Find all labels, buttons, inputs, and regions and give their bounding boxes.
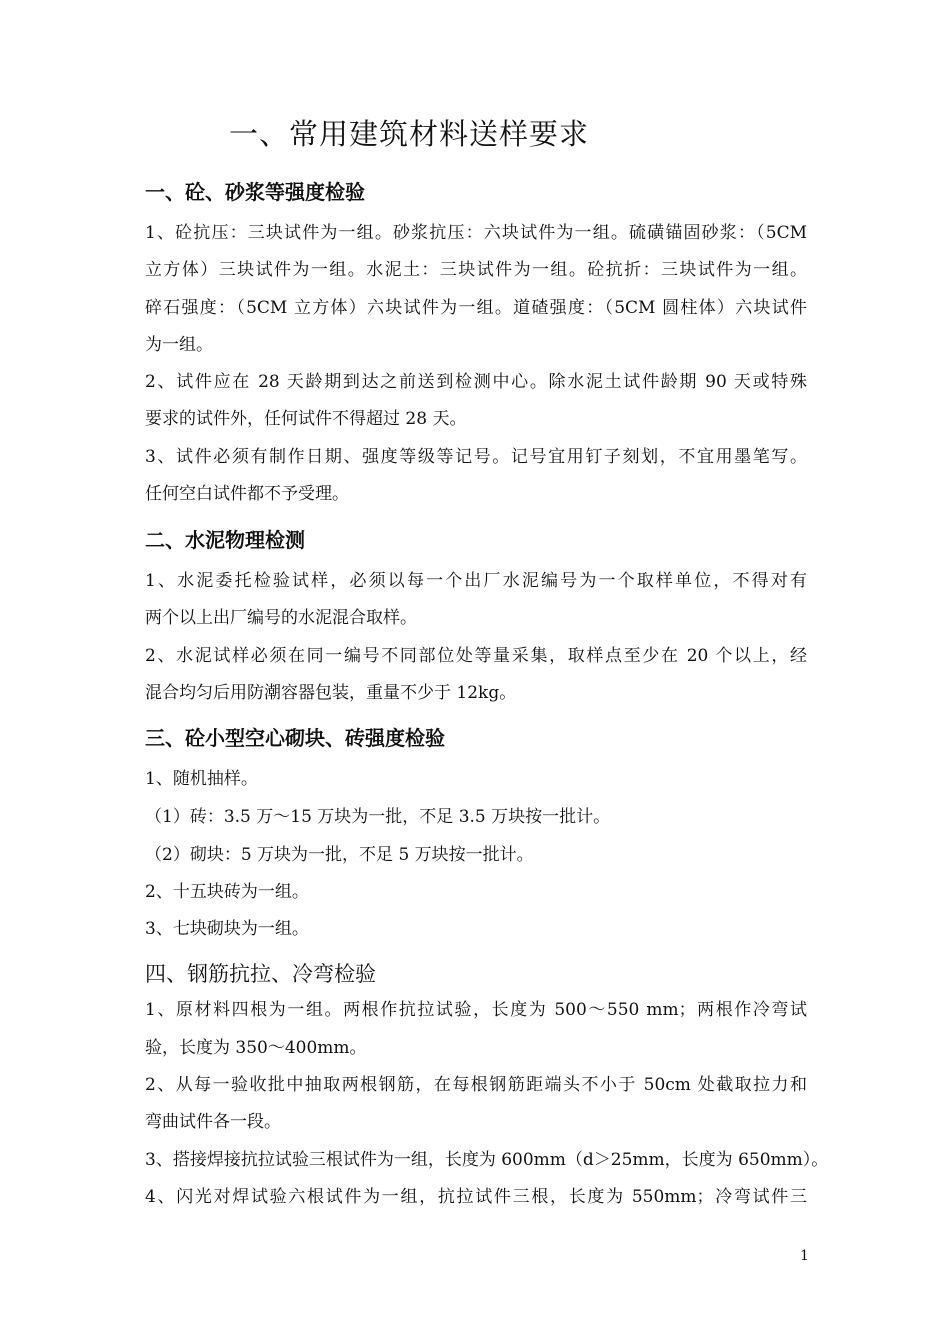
paragraph-line: 1、砼抗压：三块试件为一组。砂浆抗压：六块试件为一组。硫磺锚固砂浆：（5CM	[145, 223, 807, 243]
paragraph-line: 1、原材料四根为一组。两根作抗拉试验，长度为 500～550 mm；两根作冷弯试	[145, 1000, 807, 1020]
paragraph-line: 4、闪光对焊试验六根试件为一组，抗拉试件三根，长度为 550mm；冷弯试件三	[145, 1187, 807, 1207]
section-heading-1: 一、砼、砂浆等强度检验	[145, 180, 365, 204]
paragraph-line: 两个以上出厂编号的水泥混合取样。	[145, 608, 417, 628]
paragraph-line: 为一组。	[145, 335, 213, 355]
paragraph-line: 任何空白试件都不予受理。	[145, 484, 349, 504]
paragraph-line: 要求的试件外，任何试件不得超过 28 天。	[145, 409, 467, 429]
paragraph-line: 3、试件必须有制作日期、强度等级等记号。记号宜用钉子刻划，不宜用墨笔写。	[145, 447, 807, 467]
section-heading-4: 四、钢筋抗拉、冷弯检验	[145, 962, 376, 986]
page-number: 1	[800, 1248, 809, 1264]
paragraph-line: 1、水泥委托检验试样，必须以每一个出厂水泥编号为一个取样单位，不得对有	[145, 571, 807, 591]
section-heading-2: 二、水泥物理检测	[145, 528, 305, 552]
paragraph-line: 弯曲试件各一段。	[145, 1112, 281, 1132]
paragraph-line: 验，长度为 350～400mm。	[145, 1038, 367, 1058]
paragraph-line: 2、从每一验收批中抽取两根钢筋，在每根钢筋距端头不小于 50cm 处截取拉力和	[145, 1075, 807, 1095]
paragraph-line: 混合均匀后用防潮容器包装，重量不少于 12kg。	[145, 683, 517, 703]
paragraph-line: 碎石强度：（5CM 立方体）六块试件为一组。道碴强度：（5CM 圆柱体）六块试件	[145, 298, 807, 318]
paragraph-line: 2、十五块砖为一组。	[145, 882, 309, 902]
document-title: 一、常用建筑材料送样要求	[229, 117, 590, 151]
paragraph-line: 立方体）三块试件为一组。水泥土：三块试件为一组。砼抗折：三块试件为一组。	[145, 260, 807, 280]
paragraph-line: （1）砖：3.5 万～15 万块为一批，不足 3.5 万块按一批计。	[145, 807, 611, 827]
section-heading-3: 三、砼小型空心砌块、砖强度检验	[145, 726, 445, 750]
paragraph-line: 1、随机抽样。	[145, 769, 258, 789]
paragraph-line: 2、水泥试样必须在同一编号不同部位处等量采集，取样点至少在 20 个以上，经	[145, 646, 807, 666]
paragraph-line: 3、七块砌块为一组。	[145, 919, 309, 939]
paragraph-line: 3、搭接焊接抗拉试验三根试件为一组，长度为 600mm（d＞25mm，长度为 650mm）。	[145, 1150, 829, 1170]
paragraph-line: （2）砌块：5 万块为一批，不足 5 万块按一批计。	[145, 845, 534, 865]
paragraph-line: 2、试件应在 28 天龄期到达之前送到检测中心。除水泥土试件龄期 90 天或特殊	[145, 372, 807, 392]
